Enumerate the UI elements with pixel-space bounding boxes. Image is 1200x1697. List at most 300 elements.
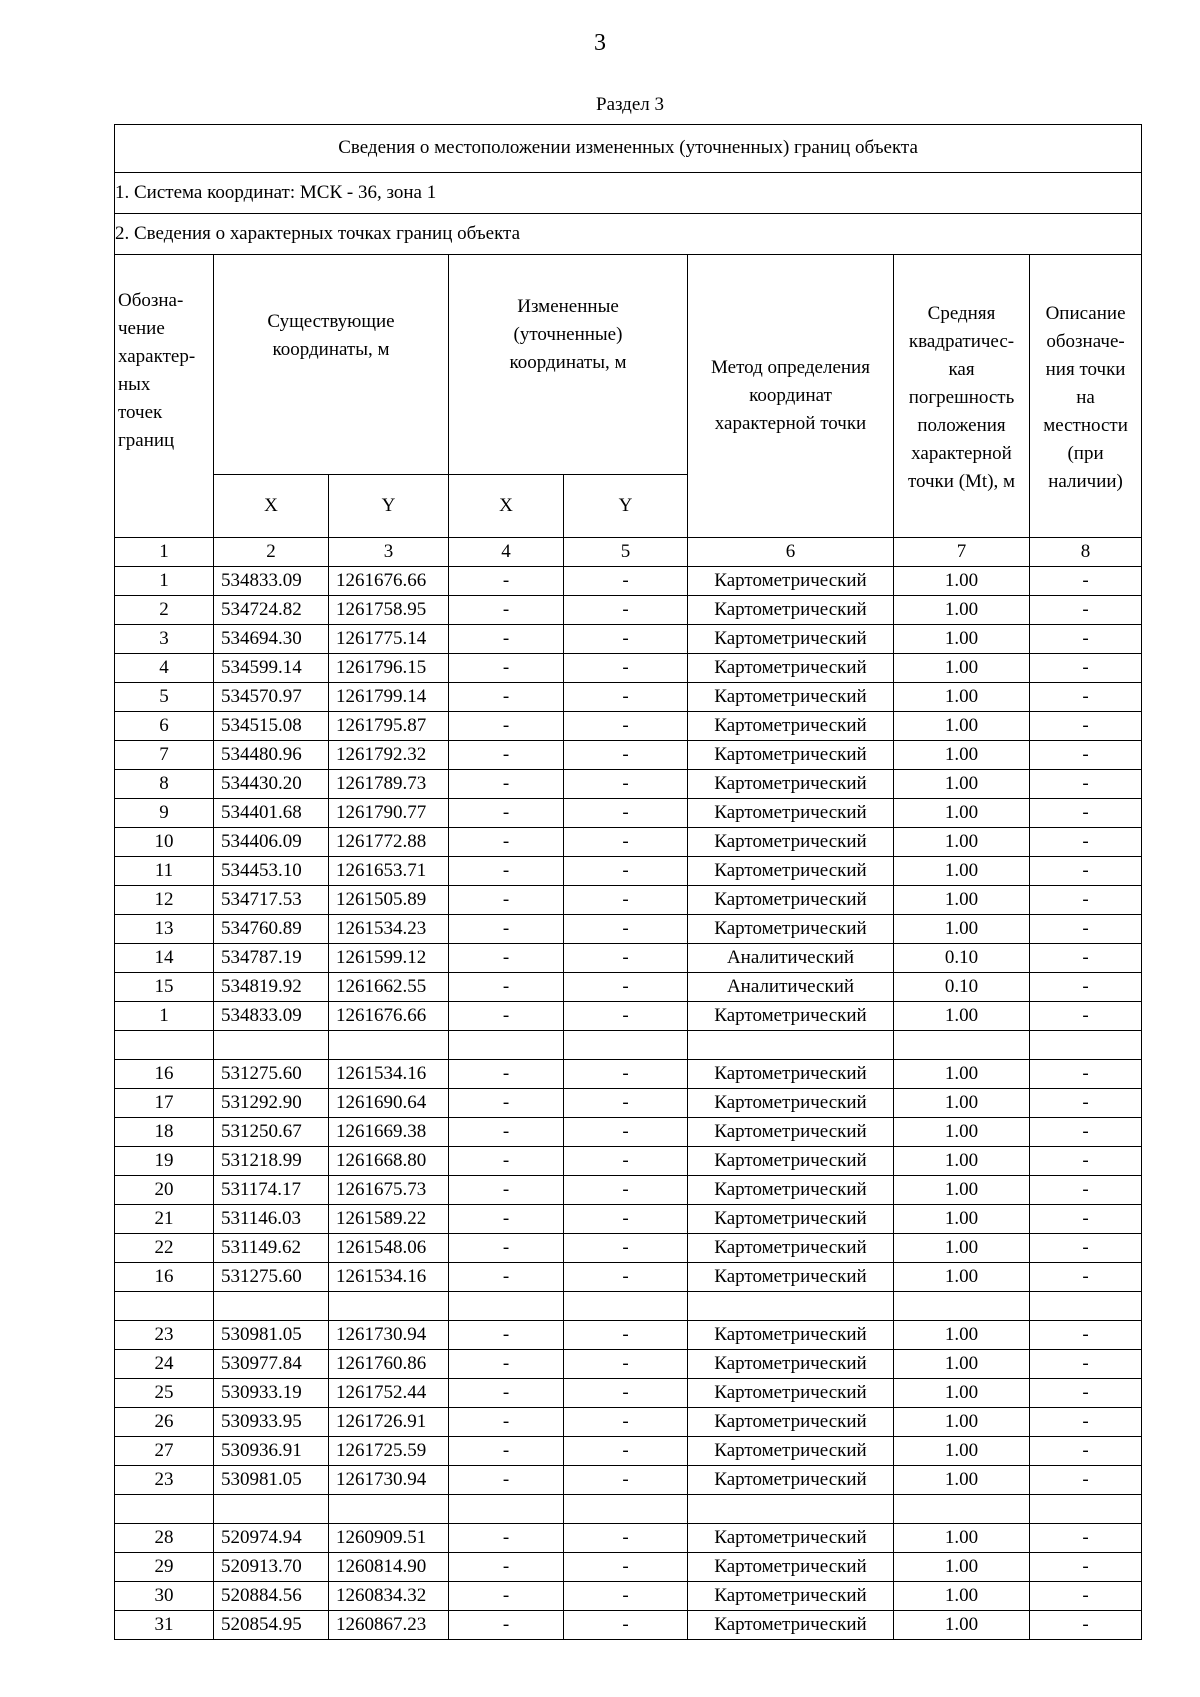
- point-number-cell: 28: [115, 1524, 214, 1553]
- changed-x-cell: -: [449, 1408, 564, 1437]
- existing-y-cell: 1261505.89: [329, 886, 449, 915]
- changed-x-cell: -: [449, 886, 564, 915]
- empty-cell: [1030, 1031, 1142, 1060]
- empty-cell: [329, 1031, 449, 1060]
- point-number-cell: 19: [115, 1147, 214, 1176]
- table-row: [115, 1466, 1142, 1495]
- description-cell: -: [1030, 1524, 1142, 1553]
- existing-x-cell: 520854.95: [214, 1611, 329, 1640]
- method-cell: Картометрический: [688, 1611, 894, 1640]
- changed-y-cell: -: [564, 1118, 688, 1147]
- header-changed-coords: Измененные (уточненные) координаты, м: [449, 255, 688, 475]
- existing-x-cell: 534453.10: [214, 857, 329, 886]
- changed-y-cell: -: [564, 1582, 688, 1611]
- empty-cell: [115, 1292, 214, 1321]
- point-number-cell: 29: [115, 1553, 214, 1582]
- mean-error-cell: 1.00: [894, 1176, 1030, 1205]
- point-number-cell: 3: [115, 625, 214, 654]
- point-number-cell: 13: [115, 915, 214, 944]
- table-row: [115, 1234, 1142, 1263]
- changed-x-cell: -: [449, 654, 564, 683]
- point-number-cell: 21: [115, 1205, 214, 1234]
- existing-x-cell: 534787.19: [214, 944, 329, 973]
- coordinate-system: 1. Система координат: МСК - 36, зона 1: [115, 173, 1142, 214]
- mean-error-cell: 1.00: [894, 1263, 1030, 1292]
- existing-x-cell: 534694.30: [214, 625, 329, 654]
- changed-x-cell: -: [449, 1205, 564, 1234]
- table-title: Сведения о местоположении измененных (уточненных) границ объекта: [115, 125, 1142, 173]
- table-row: [115, 770, 1142, 799]
- page-number: 3: [594, 30, 606, 56]
- changed-y-cell: -: [564, 1176, 688, 1205]
- separator-row: [115, 1031, 1142, 1060]
- description-cell: -: [1030, 1234, 1142, 1263]
- table-row: [115, 1611, 1142, 1640]
- changed-y-cell: -: [564, 1321, 688, 1350]
- method-cell: Аналитический: [688, 973, 894, 1002]
- changed-x-cell: -: [449, 1553, 564, 1582]
- changed-y-cell: -: [564, 654, 688, 683]
- header-description: Описание обозначе- ния точки на местности (при наличии): [1030, 255, 1142, 538]
- description-cell: -: [1030, 1089, 1142, 1118]
- changed-y-cell: -: [564, 915, 688, 944]
- table-row: [115, 1263, 1142, 1292]
- mean-error-cell: 1.00: [894, 770, 1030, 799]
- table-row: [115, 1147, 1142, 1176]
- header-changed-y: Y: [564, 475, 688, 538]
- changed-x-cell: -: [449, 712, 564, 741]
- changed-x-cell: -: [449, 1379, 564, 1408]
- mean-error-cell: 1.00: [894, 1147, 1030, 1176]
- existing-y-cell: 1261676.66: [329, 1002, 449, 1031]
- method-cell: Картометрический: [688, 683, 894, 712]
- table-row: [115, 1060, 1142, 1089]
- table-row: [115, 1350, 1142, 1379]
- mean-error-cell: 1.00: [894, 1611, 1030, 1640]
- table-row: [115, 1205, 1142, 1234]
- existing-x-cell: 530981.05: [214, 1321, 329, 1350]
- changed-y-cell: -: [564, 1147, 688, 1176]
- table-row: [115, 683, 1142, 712]
- method-cell: Картометрический: [688, 770, 894, 799]
- mean-error-cell: 1.00: [894, 1321, 1030, 1350]
- mean-error-cell: 1.00: [894, 1582, 1030, 1611]
- point-number-cell: 23: [115, 1466, 214, 1495]
- method-cell: Картометрический: [688, 1350, 894, 1379]
- existing-x-cell: 520884.56: [214, 1582, 329, 1611]
- point-number-cell: 4: [115, 654, 214, 683]
- existing-y-cell: 1261760.86: [329, 1350, 449, 1379]
- method-cell: Картометрический: [688, 828, 894, 857]
- description-cell: -: [1030, 1611, 1142, 1640]
- changed-y-cell: -: [564, 1524, 688, 1553]
- mean-error-cell: 1.00: [894, 567, 1030, 596]
- description-cell: -: [1030, 1437, 1142, 1466]
- existing-x-cell: 520974.94: [214, 1524, 329, 1553]
- existing-x-cell: 531275.60: [214, 1263, 329, 1292]
- changed-y-cell: -: [564, 886, 688, 915]
- changed-x-cell: -: [449, 1437, 564, 1466]
- existing-x-cell: 534599.14: [214, 654, 329, 683]
- existing-x-cell: 534833.09: [214, 1002, 329, 1031]
- point-number-cell: 5: [115, 683, 214, 712]
- existing-y-cell: 1261758.95: [329, 596, 449, 625]
- existing-y-cell: 1261799.14: [329, 683, 449, 712]
- point-number-cell: 20: [115, 1176, 214, 1205]
- existing-x-cell: 531218.99: [214, 1147, 329, 1176]
- table-row: [115, 1437, 1142, 1466]
- point-number-cell: 16: [115, 1263, 214, 1292]
- method-cell: Картометрический: [688, 1060, 894, 1089]
- changed-y-cell: -: [564, 1611, 688, 1640]
- method-cell: Картометрический: [688, 1118, 894, 1147]
- description-cell: -: [1030, 1466, 1142, 1495]
- description-cell: -: [1030, 625, 1142, 654]
- existing-x-cell: 534480.96: [214, 741, 329, 770]
- description-cell: -: [1030, 1060, 1142, 1089]
- table-row: [115, 654, 1142, 683]
- description-cell: -: [1030, 654, 1142, 683]
- empty-cell: [894, 1495, 1030, 1524]
- method-cell: Картометрический: [688, 1437, 894, 1466]
- header-mean-error: Средняя квадратичес- кая погрешность положения характерной точки (Mt), м: [894, 255, 1030, 538]
- description-cell: -: [1030, 799, 1142, 828]
- table-row: [115, 886, 1142, 915]
- column-number: 7: [894, 538, 1030, 567]
- method-cell: Картометрический: [688, 1263, 894, 1292]
- column-numbers-row: [115, 538, 1142, 567]
- existing-y-cell: 1261548.06: [329, 1234, 449, 1263]
- method-cell: Картометрический: [688, 1524, 894, 1553]
- point-number-cell: 15: [115, 973, 214, 1002]
- table-row: [115, 1553, 1142, 1582]
- empty-cell: [214, 1495, 329, 1524]
- existing-x-cell: 534717.53: [214, 886, 329, 915]
- changed-y-cell: -: [564, 1437, 688, 1466]
- point-number-cell: 30: [115, 1582, 214, 1611]
- existing-x-cell: 534401.68: [214, 799, 329, 828]
- changed-x-cell: -: [449, 1582, 564, 1611]
- table-row: [115, 1379, 1142, 1408]
- column-number: 4: [449, 538, 564, 567]
- changed-x-cell: -: [449, 567, 564, 596]
- existing-x-cell: 530981.05: [214, 1466, 329, 1495]
- mean-error-cell: 1.00: [894, 683, 1030, 712]
- mean-error-cell: 1.00: [894, 654, 1030, 683]
- table-row: [115, 1089, 1142, 1118]
- method-cell: Картометрический: [688, 1089, 894, 1118]
- changed-x-cell: -: [449, 741, 564, 770]
- existing-y-cell: 1261730.94: [329, 1321, 449, 1350]
- mean-error-cell: 0.10: [894, 944, 1030, 973]
- existing-x-cell: 530933.19: [214, 1379, 329, 1408]
- description-cell: -: [1030, 1408, 1142, 1437]
- description-cell: -: [1030, 1321, 1142, 1350]
- existing-y-cell: 1261789.73: [329, 770, 449, 799]
- point-number-cell: 2: [115, 596, 214, 625]
- changed-x-cell: -: [449, 1089, 564, 1118]
- point-number-cell: 31: [115, 1611, 214, 1640]
- changed-x-cell: -: [449, 799, 564, 828]
- changed-x-cell: -: [449, 1176, 564, 1205]
- existing-x-cell: 534819.92: [214, 973, 329, 1002]
- column-number: 3: [329, 538, 449, 567]
- description-cell: -: [1030, 712, 1142, 741]
- empty-cell: [564, 1495, 688, 1524]
- method-cell: Картометрический: [688, 741, 894, 770]
- description-cell: -: [1030, 567, 1142, 596]
- description-cell: -: [1030, 886, 1142, 915]
- header-designation: Обозна- чение характер- ных точек границ: [115, 255, 214, 538]
- existing-y-cell: 1260867.23: [329, 1611, 449, 1640]
- method-cell: Картометрический: [688, 1582, 894, 1611]
- mean-error-cell: 1.00: [894, 886, 1030, 915]
- changed-x-cell: -: [449, 828, 564, 857]
- changed-x-cell: -: [449, 770, 564, 799]
- changed-x-cell: -: [449, 1611, 564, 1640]
- changed-x-cell: -: [449, 1118, 564, 1147]
- mean-error-cell: 1.00: [894, 1205, 1030, 1234]
- existing-x-cell: 531146.03: [214, 1205, 329, 1234]
- empty-cell: [115, 1031, 214, 1060]
- method-cell: Картометрический: [688, 596, 894, 625]
- description-cell: -: [1030, 741, 1142, 770]
- column-number: 1: [115, 538, 214, 567]
- mean-error-cell: 1.00: [894, 1118, 1030, 1147]
- mean-error-cell: 1.00: [894, 915, 1030, 944]
- existing-x-cell: 530936.91: [214, 1437, 329, 1466]
- point-number-cell: 25: [115, 1379, 214, 1408]
- existing-x-cell: 520913.70: [214, 1553, 329, 1582]
- changed-y-cell: -: [564, 944, 688, 973]
- changed-x-cell: -: [449, 1524, 564, 1553]
- existing-y-cell: 1261690.64: [329, 1089, 449, 1118]
- method-cell: Картометрический: [688, 1466, 894, 1495]
- description-cell: -: [1030, 944, 1142, 973]
- empty-cell: [688, 1031, 894, 1060]
- mean-error-cell: 1.00: [894, 1466, 1030, 1495]
- description-cell: -: [1030, 1263, 1142, 1292]
- changed-y-cell: -: [564, 828, 688, 857]
- method-cell: Картометрический: [688, 1002, 894, 1031]
- section-label: Раздел 3: [596, 94, 664, 115]
- changed-y-cell: -: [564, 596, 688, 625]
- changed-x-cell: -: [449, 1321, 564, 1350]
- existing-x-cell: 534724.82: [214, 596, 329, 625]
- mean-error-cell: 1.00: [894, 741, 1030, 770]
- changed-x-cell: -: [449, 1466, 564, 1495]
- changed-y-cell: -: [564, 741, 688, 770]
- mean-error-cell: 1.00: [894, 1524, 1030, 1553]
- changed-y-cell: -: [564, 1089, 688, 1118]
- existing-x-cell: 531275.60: [214, 1060, 329, 1089]
- table-row: [115, 915, 1142, 944]
- table-row: [115, 567, 1142, 596]
- existing-y-cell: 1261730.94: [329, 1466, 449, 1495]
- existing-y-cell: 1261675.73: [329, 1176, 449, 1205]
- method-cell: Картометрический: [688, 1408, 894, 1437]
- empty-cell: [329, 1495, 449, 1524]
- existing-x-cell: 530933.95: [214, 1408, 329, 1437]
- table-row: [115, 799, 1142, 828]
- empty-cell: [688, 1495, 894, 1524]
- existing-y-cell: 1261725.59: [329, 1437, 449, 1466]
- mean-error-cell: 1.00: [894, 1437, 1030, 1466]
- point-number-cell: 12: [115, 886, 214, 915]
- changed-y-cell: -: [564, 567, 688, 596]
- existing-y-cell: 1261752.44: [329, 1379, 449, 1408]
- header-changed-x: X: [449, 475, 564, 538]
- table-row: [115, 1118, 1142, 1147]
- method-cell: Картометрический: [688, 886, 894, 915]
- empty-cell: [1030, 1495, 1142, 1524]
- description-cell: -: [1030, 1350, 1142, 1379]
- method-cell: Аналитический: [688, 944, 894, 973]
- table-row: [115, 1524, 1142, 1553]
- description-cell: -: [1030, 973, 1142, 1002]
- table-row: [115, 1582, 1142, 1611]
- changed-y-cell: -: [564, 1408, 688, 1437]
- table-row: [115, 712, 1142, 741]
- table-row: [115, 857, 1142, 886]
- changed-y-cell: -: [564, 1350, 688, 1379]
- changed-y-cell: -: [564, 1553, 688, 1582]
- existing-y-cell: 1261534.16: [329, 1060, 449, 1089]
- mean-error-cell: 1.00: [894, 596, 1030, 625]
- column-number: 5: [564, 538, 688, 567]
- existing-y-cell: 1261726.91: [329, 1408, 449, 1437]
- point-number-cell: 1: [115, 1002, 214, 1031]
- changed-x-cell: -: [449, 1147, 564, 1176]
- mean-error-cell: 1.00: [894, 799, 1030, 828]
- description-cell: -: [1030, 915, 1142, 944]
- mean-error-cell: 1.00: [894, 1553, 1030, 1582]
- empty-cell: [449, 1292, 564, 1321]
- description-cell: -: [1030, 857, 1142, 886]
- changed-y-cell: -: [564, 770, 688, 799]
- changed-x-cell: -: [449, 1002, 564, 1031]
- description-cell: -: [1030, 1002, 1142, 1031]
- separator-row: [115, 1292, 1142, 1321]
- existing-y-cell: 1261790.77: [329, 799, 449, 828]
- mean-error-cell: 1.00: [894, 625, 1030, 654]
- mean-error-cell: 1.00: [894, 1089, 1030, 1118]
- existing-y-cell: 1261589.22: [329, 1205, 449, 1234]
- description-cell: -: [1030, 1553, 1142, 1582]
- method-cell: Картометрический: [688, 1176, 894, 1205]
- existing-y-cell: 1260834.32: [329, 1582, 449, 1611]
- mean-error-cell: 1.00: [894, 1408, 1030, 1437]
- existing-y-cell: 1261662.55: [329, 973, 449, 1002]
- changed-x-cell: -: [449, 1060, 564, 1089]
- existing-y-cell: 1261795.87: [329, 712, 449, 741]
- description-cell: -: [1030, 828, 1142, 857]
- mean-error-cell: 1.00: [894, 828, 1030, 857]
- empty-cell: [214, 1292, 329, 1321]
- changed-y-cell: -: [564, 683, 688, 712]
- table-row: [115, 1408, 1142, 1437]
- table-row: [115, 973, 1142, 1002]
- method-cell: Картометрический: [688, 1234, 894, 1263]
- mean-error-cell: 1.00: [894, 1234, 1030, 1263]
- mean-error-cell: 1.00: [894, 1060, 1030, 1089]
- changed-y-cell: -: [564, 712, 688, 741]
- mean-error-cell: 1.00: [894, 1002, 1030, 1031]
- description-cell: -: [1030, 1205, 1142, 1234]
- changed-x-cell: -: [449, 973, 564, 1002]
- column-number: 2: [214, 538, 329, 567]
- changed-x-cell: -: [449, 683, 564, 712]
- changed-x-cell: -: [449, 857, 564, 886]
- changed-x-cell: -: [449, 1263, 564, 1292]
- method-cell: Картометрический: [688, 567, 894, 596]
- changed-x-cell: -: [449, 1234, 564, 1263]
- changed-y-cell: -: [564, 1205, 688, 1234]
- method-cell: Картометрический: [688, 1321, 894, 1350]
- changed-y-cell: -: [564, 799, 688, 828]
- changed-y-cell: -: [564, 973, 688, 1002]
- existing-y-cell: 1261534.16: [329, 1263, 449, 1292]
- changed-x-cell: -: [449, 1350, 564, 1379]
- point-number-cell: 18: [115, 1118, 214, 1147]
- point-number-cell: 14: [115, 944, 214, 973]
- existing-x-cell: 534833.09: [214, 567, 329, 596]
- changed-y-cell: -: [564, 1002, 688, 1031]
- existing-y-cell: 1261599.12: [329, 944, 449, 973]
- point-number-cell: 22: [115, 1234, 214, 1263]
- method-cell: Картометрический: [688, 1379, 894, 1408]
- header-existing-x: X: [214, 475, 329, 538]
- existing-y-cell: 1261772.88: [329, 828, 449, 857]
- empty-cell: [214, 1031, 329, 1060]
- existing-x-cell: 531292.90: [214, 1089, 329, 1118]
- mean-error-cell: 1.00: [894, 857, 1030, 886]
- table-row: [115, 944, 1142, 973]
- point-number-cell: 11: [115, 857, 214, 886]
- description-cell: -: [1030, 1379, 1142, 1408]
- existing-y-cell: 1261534.23: [329, 915, 449, 944]
- column-number: 6: [688, 538, 894, 567]
- changed-y-cell: -: [564, 1234, 688, 1263]
- existing-y-cell: 1261775.14: [329, 625, 449, 654]
- method-cell: Картометрический: [688, 915, 894, 944]
- changed-x-cell: -: [449, 944, 564, 973]
- mean-error-cell: 0.10: [894, 973, 1030, 1002]
- empty-cell: [449, 1031, 564, 1060]
- point-number-cell: 9: [115, 799, 214, 828]
- empty-cell: [1030, 1292, 1142, 1321]
- method-cell: Картометрический: [688, 1147, 894, 1176]
- point-number-cell: 26: [115, 1408, 214, 1437]
- method-cell: Картометрический: [688, 654, 894, 683]
- empty-cell: [449, 1495, 564, 1524]
- point-number-cell: 8: [115, 770, 214, 799]
- table-row: [115, 1002, 1142, 1031]
- table-row: [115, 1176, 1142, 1205]
- point-number-cell: 7: [115, 741, 214, 770]
- changed-y-cell: -: [564, 1379, 688, 1408]
- existing-x-cell: 534406.09: [214, 828, 329, 857]
- changed-y-cell: -: [564, 857, 688, 886]
- existing-x-cell: 534760.89: [214, 915, 329, 944]
- changed-y-cell: -: [564, 1060, 688, 1089]
- separator-row: [115, 1495, 1142, 1524]
- method-cell: Картометрический: [688, 1205, 894, 1234]
- changed-x-cell: -: [449, 915, 564, 944]
- description-cell: -: [1030, 1176, 1142, 1205]
- existing-y-cell: 1261792.32: [329, 741, 449, 770]
- description-cell: -: [1030, 770, 1142, 799]
